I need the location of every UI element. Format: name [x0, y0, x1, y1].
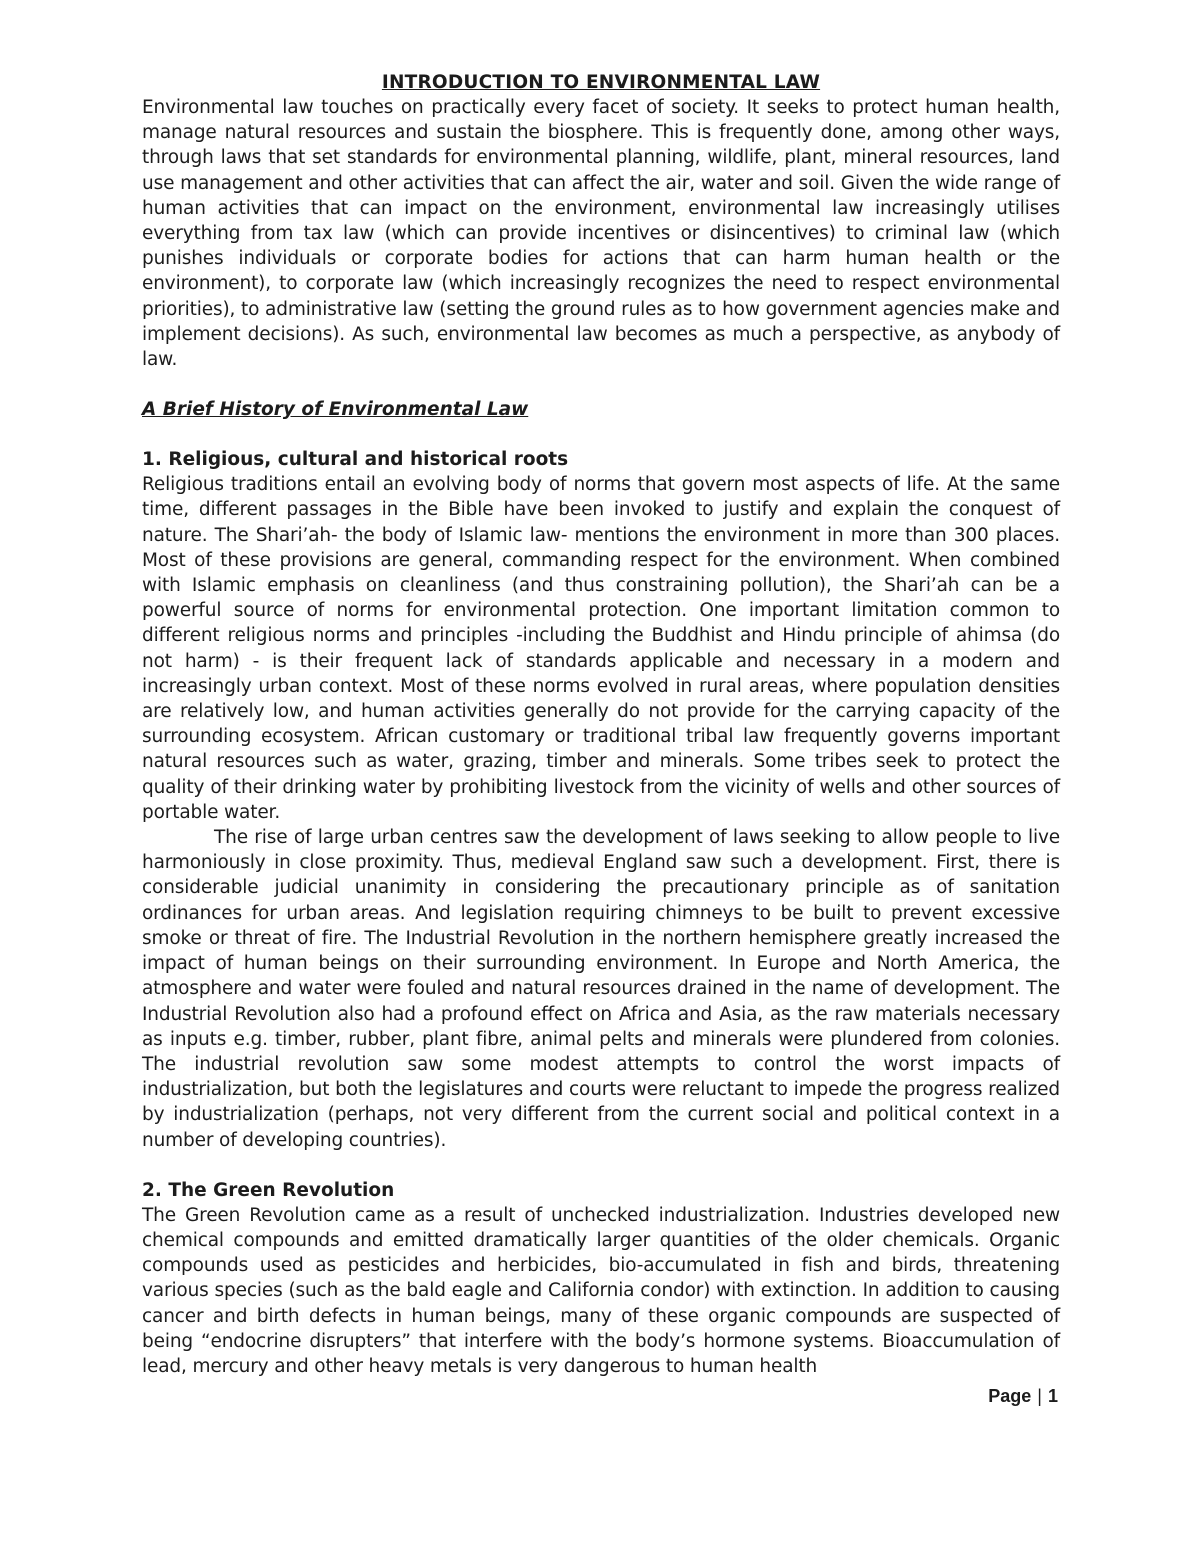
- intro-paragraph: Environmental law touches on practically every facet of society. It seeks to protect human health, manage natural resources and sustain the biosphere. This is frequently done, among other ways, through laws that set standards for environmental planning, wildlife, plant, mineral resources, land use management and other activities that can affect the air, water and soil. Given the wide range of human activities that can impact on the environment, environmental law increasingly utilises everything from tax law (which can provide incentives or disincentives) to criminal law (which punishes individuals or corporate bodies for actions that can harm human health or the environment), to corporate law (which increasingly recognizes the need to respect environmental priorities), to administrative law (setting the ground rules as to how government agencies make and implement decisions). As such, environmental law becomes as much a perspective, as anybody of law.: [142, 97, 1060, 371]
- page-separator: |: [1037, 1386, 1042, 1406]
- section-heading-green-revolution: 2. The Green Revolution: [142, 1179, 395, 1201]
- section-paragraph: The Green Revolution came as a result of unchecked industrialization. Industries developed new chemical compounds and emitted dramatically larger quantities of the older chemicals. Organic compounds used as pesticides and herbicides, bio-accumulated in fish and birds, threatening various species (such as the bald eagle and California condor) with extinction. In addition to causing cancer and birth defects in human beings, many of these organic compounds are suspected of being “endocrine disrupters” that interfere with the body’s hormone systems. Bioaccumulation of lead, mercury and other heavy metals is very dangerous to human health: [142, 1204, 1060, 1377]
- section-paragraph: The rise of large urban centres saw the development of laws seeking to allow people to live harmoniously in close proximity. Thus, medieval England saw such a development. First, there is considerable judicial unanimity in considering the precautionary principle as of sanitation ordinances for urban areas. And legislation requiring chimneys to be built to prevent excessive smoke or threat of fire. The Industrial Revolution in the northern hemisphere greatly increased the impact of human beings on their surrounding environment. In Europe and North America, the atmosphere and water were fouled and natural resources drained in the name of development. The Industrial Revolution also had a profound effect on Africa and Asia, as the raw materials necessary as inputs e.g. timber, rubber, plant fibre, animal pelts and minerals were plundered from colonies. The industrial revolution saw some modest attempts to control the worst impacts of industrialization, but both the legislatures and courts were reluctant to impede the progress realized by industrialization (perhaps, not very different from the current social and political context in a number of developing countries).: [142, 827, 1060, 1151]
- section-paragraph: Religious traditions entail an evolving body of norms that govern most aspects of life. At the same time, different passages in the Bible have been invoked to justify and explain the conquest of nature. The Shari’ah- the body of Islamic law- mentions the environment in more than 300 places. Most of these provisions are general, commanding respect for the environment. When combined with Islamic emphasis on cleanliness (and thus constraining pollution), the Shari’ah can be a powerful source of norms for environmental protection. One important limitation common to different religious norms and principles -including the Buddhist and Hindu principle of ahimsa (do not harm) - is their frequent lack of standards applicable and necessary in a modern and increasingly urban context. Most of these norms evolved in rural areas, where population densities are relatively low, and human activities generally do not provide for the carrying capacity of the surrounding ecosystem. African customary or traditional tribal law frequently governs important natural resources such as water, grazing, timber and minerals. Some tribes seek to protect the quality of their drinking water by prohibiting livestock from the vicinity of wells and other sources of portable water.: [142, 474, 1060, 823]
- spacer: [142, 372, 1060, 397]
- section-heading-religious-roots: 1. Religious, cultural and historical roots: [142, 449, 569, 471]
- page-number: 1: [1047, 1386, 1058, 1406]
- page-footer: [988, 1386, 1058, 1407]
- document-page: [142, 70, 1060, 1379]
- page-label: Page: [988, 1386, 1032, 1406]
- document-title: INTRODUCTION TO ENVIRONMENTAL LAW: [381, 72, 821, 93]
- spacer: [142, 1153, 1060, 1178]
- spacer: [142, 422, 1060, 447]
- history-heading: A Brief History of Environmental Law: [142, 399, 529, 421]
